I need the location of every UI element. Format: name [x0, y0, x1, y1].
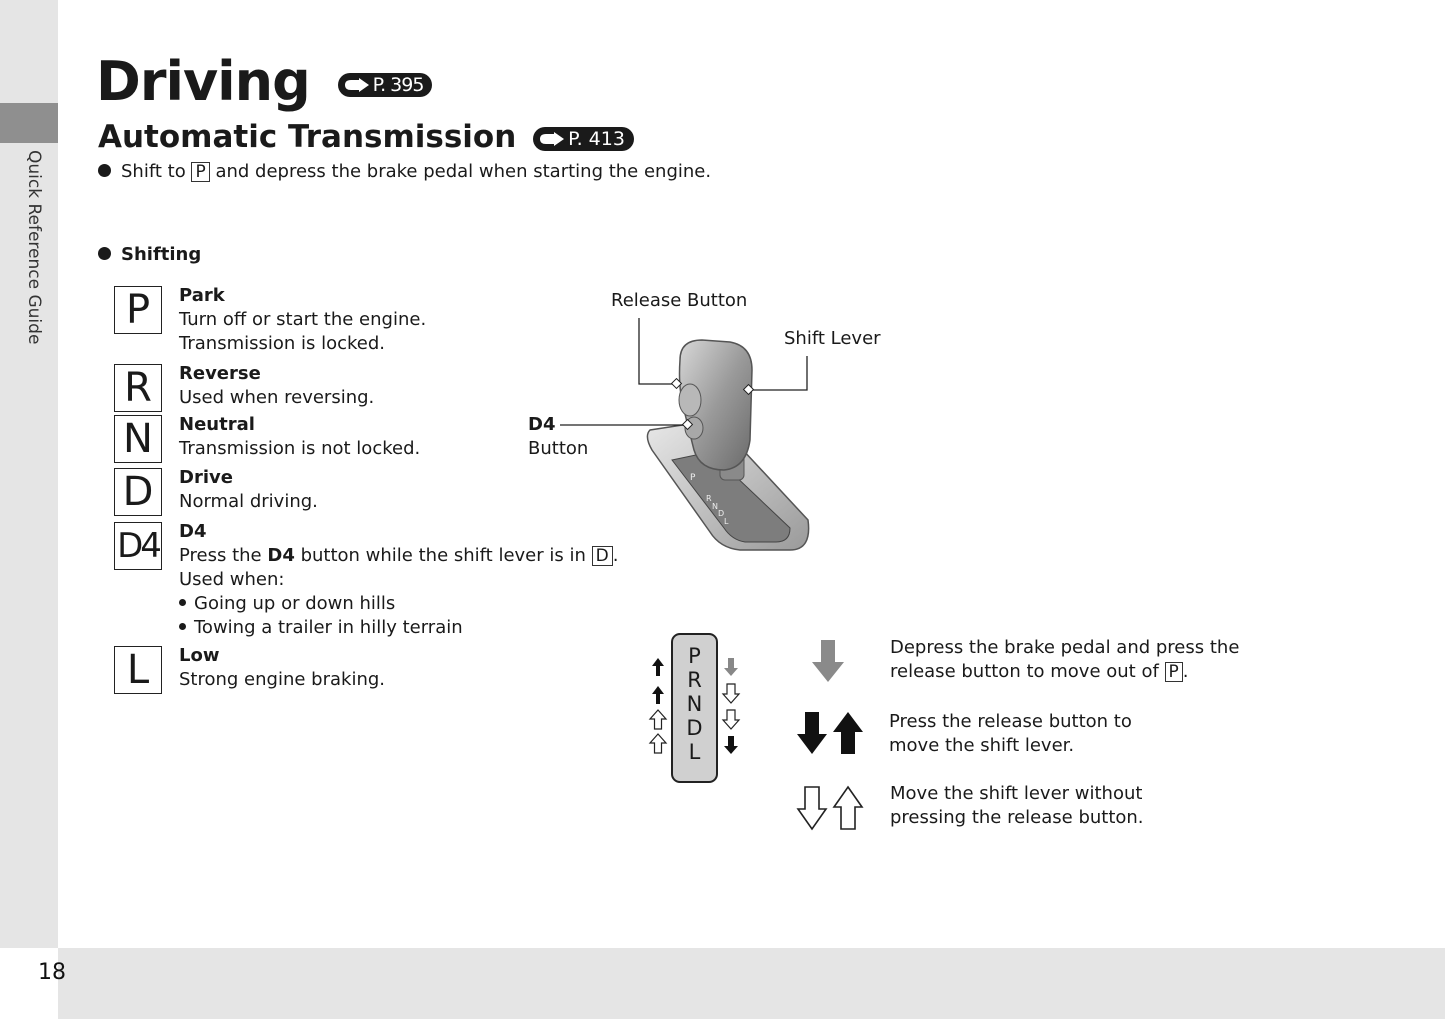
bullet-icon: [98, 164, 111, 177]
gear-desc-park: [179, 284, 426, 356]
gate-letter: N: [686, 692, 703, 716]
gate-letter: D: [686, 716, 703, 740]
page-reference-text: P. 395: [372, 74, 424, 97]
grey-down-arrow-icon: [808, 638, 848, 684]
gear-name: Neutral: [179, 414, 255, 435]
intro-prefix: Shift to: [121, 161, 186, 182]
intro-line: [98, 160, 711, 184]
legend-item-release: [889, 710, 1132, 758]
black-up-down-arrows-icon: [794, 710, 866, 756]
page-title-text: Driving: [96, 50, 310, 113]
gear-line: Turn off or start the engine.: [179, 309, 427, 330]
section-title: [98, 119, 634, 155]
d4-gear-box: D: [592, 546, 613, 566]
intro-gear-box: P: [191, 162, 209, 182]
page-reference-link[interactable]: [338, 73, 433, 97]
gear-symbol-d4: D4: [114, 522, 162, 570]
page-number: 18: [38, 960, 66, 985]
gear-line: Strong engine braking.: [179, 669, 386, 690]
gate-letter: P: [688, 644, 701, 668]
legend-line: pressing the release button.: [890, 807, 1144, 828]
shift-lever-illustration: [540, 300, 840, 560]
gear-line: Press the D4 button while the shift lever is in D .: [179, 545, 619, 566]
legend-gear-box: P: [1165, 662, 1183, 682]
section-reference-link[interactable]: [533, 127, 634, 151]
gear-name: D4: [179, 521, 207, 542]
legend-line: Depress the brake pedal and press the: [890, 637, 1240, 658]
gear-name: Park: [179, 285, 225, 306]
gear-desc-reverse: [179, 362, 374, 410]
shifting-heading-text: Shifting: [121, 244, 202, 265]
svg-text:R: R: [706, 494, 712, 503]
gear-line: Transmission is not locked.: [179, 438, 421, 459]
shifting-heading: [98, 243, 201, 267]
gear-line: Used when reversing.: [179, 387, 375, 408]
gate-letters: [672, 644, 717, 764]
right-arrows: [723, 658, 739, 754]
legend-text: release button to move out of: [890, 661, 1159, 682]
footer-band: [58, 948, 1445, 1019]
arrow-right-icon: [539, 132, 565, 146]
d4-text-a: Press the: [179, 545, 262, 566]
bullet-icon: [98, 247, 111, 260]
gear-name: Reverse: [179, 363, 261, 384]
gate-letter: L: [688, 740, 701, 764]
svg-text:P: P: [690, 473, 696, 483]
left-arrows: [650, 658, 666, 753]
sidebar-label: Quick Reference Guide: [24, 150, 44, 345]
gear-line: Transmission is locked.: [179, 333, 386, 354]
legend-line: Move the shift lever without: [890, 783, 1143, 804]
svg-text:L: L: [724, 517, 729, 526]
svg-text:D: D: [718, 509, 725, 518]
gear-symbol-r: R: [114, 364, 162, 412]
section-tab[interactable]: [0, 103, 58, 143]
outline-up-down-arrows-icon: [794, 784, 866, 832]
gear-desc-low: [179, 644, 385, 692]
bullet-icon: [179, 599, 186, 606]
button-label: Button: [528, 438, 589, 459]
sub-bullet-text: Going up or down hills: [194, 593, 396, 614]
d4-button-label: D4: [528, 414, 556, 435]
gate-letter: R: [687, 668, 702, 692]
gear-symbol-l: L: [114, 646, 162, 694]
gear-desc-drive: [179, 466, 318, 514]
gear-name: Low: [179, 645, 220, 666]
gear-line: Used when:: [179, 569, 285, 590]
gear-line: Normal driving.: [179, 491, 318, 512]
shift-lever-label: Shift Lever: [784, 328, 881, 349]
arrow-right-icon: [344, 78, 370, 92]
svg-text:N: N: [712, 502, 718, 511]
d4-text-b: D4: [267, 545, 295, 566]
d4-text-c: button while the shift lever is in: [300, 545, 586, 566]
sub-bullet-text: Towing a trailer in hilly terrain: [194, 617, 463, 638]
gear-symbol-d: D: [114, 468, 162, 516]
page-title: [96, 50, 432, 113]
sub-bullet: [179, 592, 618, 616]
legend-line: Press the release button to: [889, 711, 1132, 732]
gear-name: Drive: [179, 467, 233, 488]
gear-symbol-n: N: [114, 415, 162, 463]
legend-line: move the shift lever.: [889, 735, 1075, 756]
legend-line: release button to move out of P .: [890, 661, 1189, 682]
legend-item-move: [890, 782, 1144, 830]
legend-item-brake: [890, 636, 1239, 684]
bullet-icon: [179, 623, 186, 630]
intro-suffix: and depress the brake pedal when starting the engine.: [215, 161, 712, 182]
gear-desc-neutral: [179, 413, 420, 461]
section-reference-text: P. 413: [568, 127, 625, 150]
release-button-label: Release Button: [611, 290, 748, 311]
section-title-text: Automatic Transmission: [98, 119, 517, 155]
sub-bullet: [179, 616, 618, 640]
gear-symbol-p: P: [114, 286, 162, 334]
